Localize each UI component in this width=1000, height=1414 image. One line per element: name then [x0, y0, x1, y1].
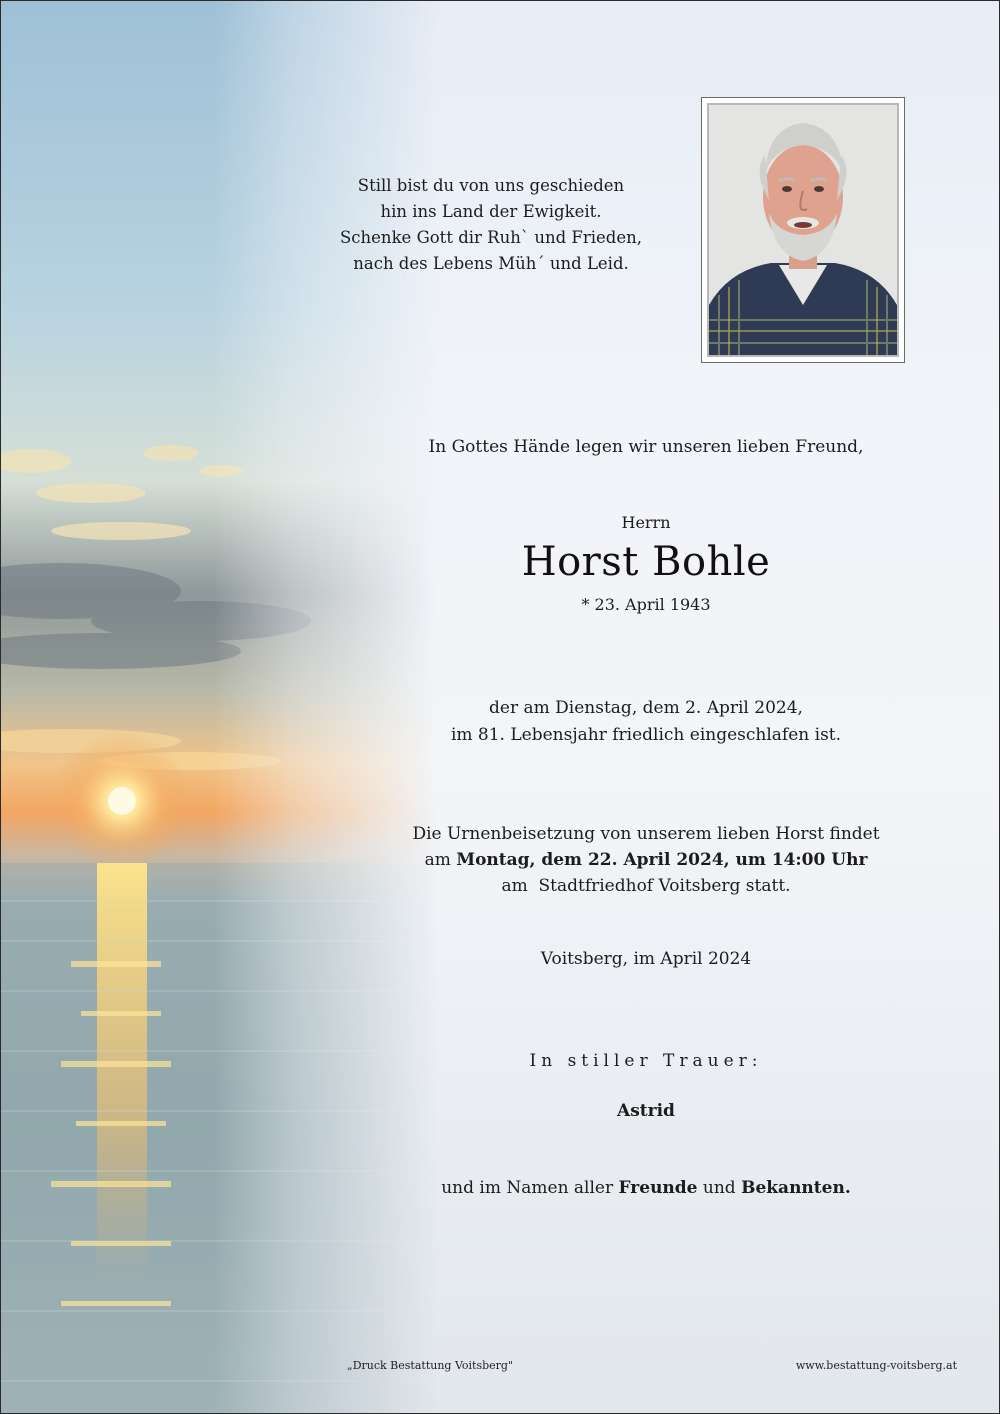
closing-acquaintances: Bekannten.	[741, 1178, 851, 1198]
closing-middle: und	[697, 1178, 742, 1198]
memorial-poem	[301, 173, 681, 277]
portrait-photo-frame	[701, 97, 905, 363]
birth-date: * 23. April 1943	[581, 595, 711, 614]
death-line: der am Dienstag, dem 2. April 2024,	[489, 698, 803, 718]
portrait-photo	[707, 103, 899, 357]
funeral-date-line	[381, 847, 911, 873]
honorific: Herrn	[621, 513, 671, 532]
mourning-label: In stiller Trauer:	[529, 1051, 763, 1071]
poem-line: nach des Lebens Müh´ und Leid.	[353, 254, 629, 273]
closing-line	[381, 1178, 911, 1198]
funeral-line: Die Urnenbeisetzung von unserem lieben Horst findet	[412, 824, 880, 844]
footer-printer-credit: „Druck Bestattung Voitsberg"	[347, 1359, 513, 1372]
poem-line: hin ins Land der Ewigkeit.	[380, 202, 602, 221]
poem-line: Still bist du von uns geschieden	[357, 176, 625, 195]
funeral-date-prefix: am	[424, 850, 457, 870]
deceased-name: Horst Bohle	[521, 539, 771, 585]
closing-friends: Freunde	[618, 1178, 698, 1198]
poem-line: Schenke Gott dir Ruh` und Frieden,	[340, 228, 642, 247]
place-and-date: Voitsberg, im April 2024	[540, 949, 752, 969]
funeral-location: am Stadtfriedhof Voitsberg statt.	[501, 876, 791, 896]
intro-text: In Gottes Hände legen wir unseren lieben Freund,	[428, 437, 864, 457]
death-notice	[381, 695, 911, 749]
death-line: im 81. Lebensjahr friedlich eingeschlafen ist.	[450, 725, 842, 745]
closing-prefix: und im Namen aller	[441, 1178, 619, 1198]
mourner-name: Astrid	[617, 1101, 675, 1121]
footer-website: www.bestattung-voitsberg.at	[795, 1359, 957, 1372]
funeral-date-time: Montag, dem 22. April 2024, um 14:00 Uhr	[456, 850, 868, 870]
funeral-details	[381, 821, 911, 899]
